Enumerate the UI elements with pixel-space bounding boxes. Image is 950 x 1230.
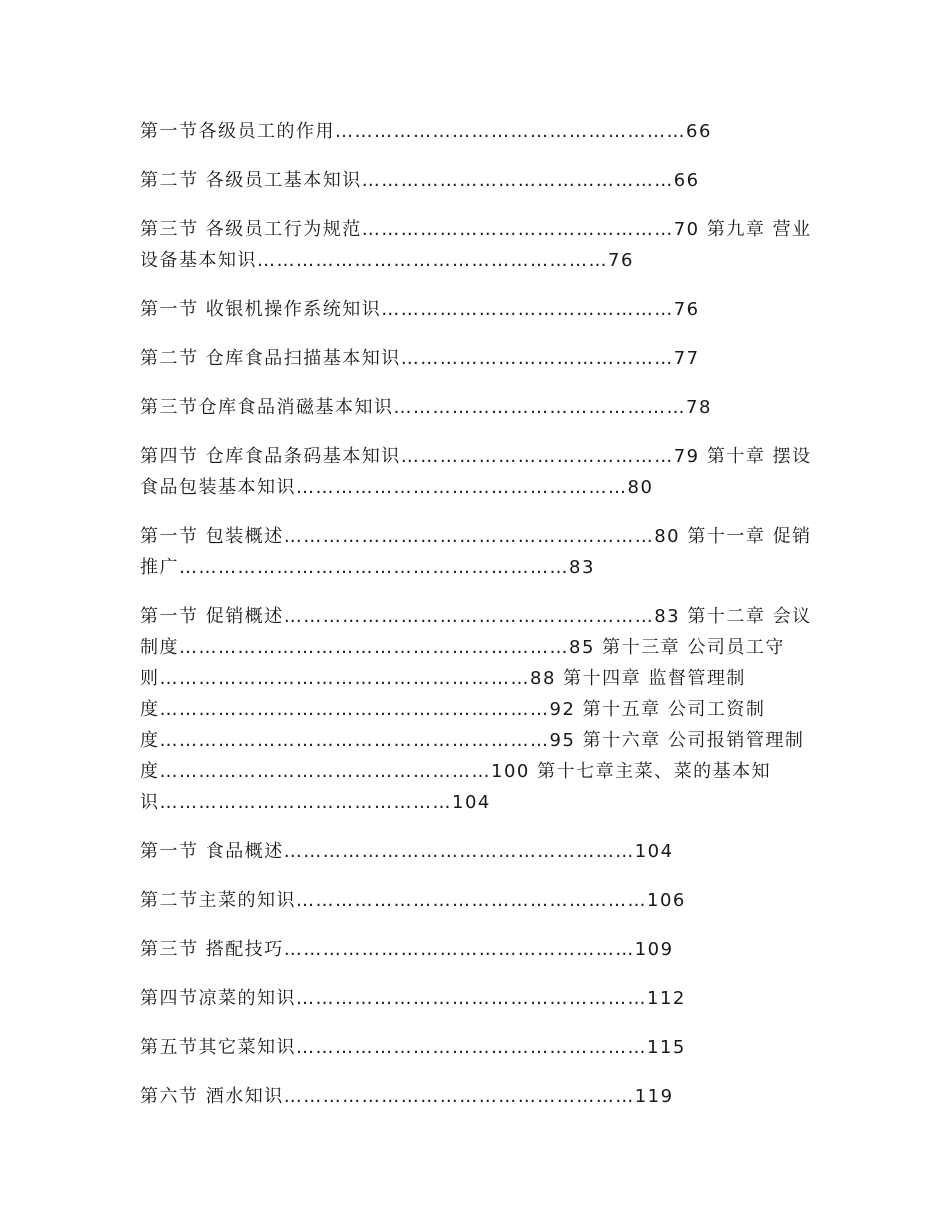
toc-entry: 第三节 搭配技巧………………………………………………109 <box>140 939 674 960</box>
toc-entry: 第六节 酒水知识………………………………………………119 <box>140 1086 674 1107</box>
toc-entry: 第一节各级员工的作用………………………………………………66 <box>140 121 712 142</box>
toc-entry: 第五节其它菜知识………………………………………………115 <box>140 1037 686 1058</box>
toc-entry: 第四节 仓库食品条码基本知识……………………………………79 第十章 摆设食品包装基本知识……………………………………………80 <box>140 446 812 498</box>
toc-entry: 第一节 收银机操作系统知识………………………………………76 <box>140 299 700 320</box>
table-of-contents <box>140 116 812 1130</box>
toc-entry: 第四节凉菜的知识………………………………………………112 <box>140 988 686 1009</box>
toc-entry: 第三节 各级员工行为规范…………………………………………70 第九章 营业设备基本知识………………………………………………76 <box>140 219 812 271</box>
toc-entry: 第二节 各级员工基本知识…………………………………………66 <box>140 170 700 191</box>
toc-entry: 第二节主菜的知识………………………………………………106 <box>140 890 686 911</box>
toc-entry: 第一节 包装概述…………………………………………………80 第十一章 促销推广……………………………………………………83 <box>140 526 812 578</box>
toc-entry: 第一节 食品概述………………………………………………104 <box>140 841 674 862</box>
toc-entry: 第一节 促销概述…………………………………………………83 第十二章 会议制度……………………………………………………85 第十三章 公司员工守则…………………………………………………88 第十四章 监督管理制度……………………………………………………92 第十五章 公司工资制度……………………………………………………95 第十六章 公司报销管理制度……………………………………………100 第十七章主菜、菜的基本知识………………………………………104 <box>140 606 812 813</box>
toc-entry: 第三节仓库食品消磁基本知识………………………………………78 <box>140 397 712 418</box>
toc-entry: 第二节 仓库食品扫描基本知识……………………………………77 <box>140 348 700 369</box>
